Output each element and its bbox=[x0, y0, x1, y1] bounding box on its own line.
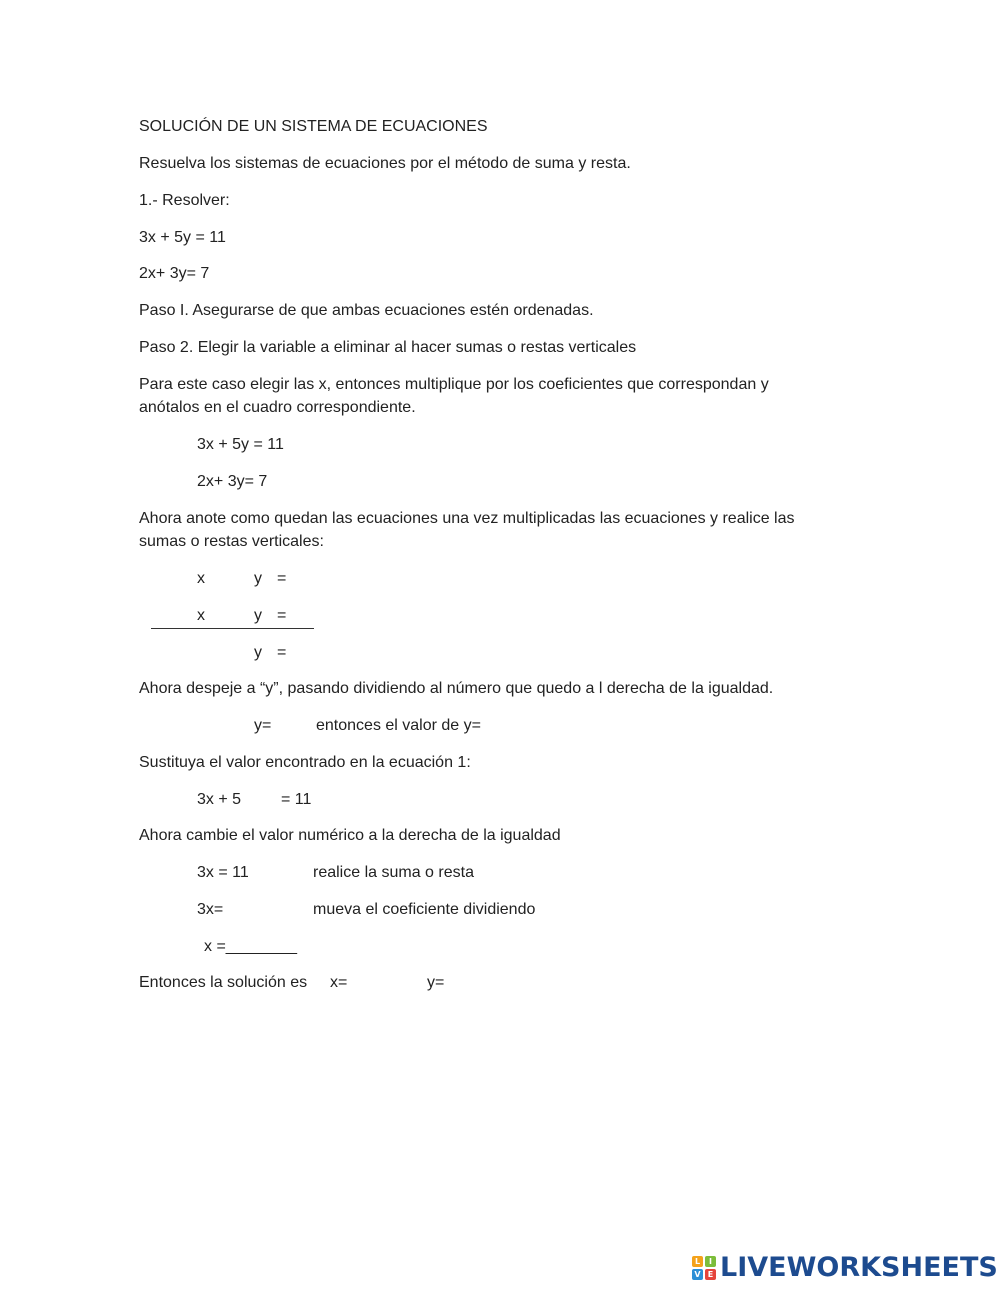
equation-1-indented: 3x + 5y = 11 bbox=[197, 436, 284, 453]
logo-wordmark: LIVEWORKSHEETS bbox=[720, 1252, 998, 1283]
row-1-x: x bbox=[197, 570, 205, 587]
row-2-equals: = bbox=[277, 607, 287, 624]
problem-label: 1.- Resolver: bbox=[139, 192, 230, 209]
y-equation: y= bbox=[254, 717, 272, 734]
row-1-equals: = bbox=[277, 570, 287, 587]
y-value-text: entonces el valor de y= bbox=[316, 717, 481, 734]
liveworksheets-logo bbox=[692, 1252, 998, 1284]
solution-y: y= bbox=[427, 974, 445, 991]
paragraph-2-line-1: Ahora anote como quedan las ecuaciones una vez multiplicadas las ecuaciones y realice las bbox=[139, 510, 795, 527]
logo-tile-l: L bbox=[692, 1256, 703, 1267]
paragraph-1-line-1: Para este caso elegir las x, entonces multiplique por los coeficientes que correspondan y bbox=[139, 376, 769, 393]
substitute-text: Sustituya el valor encontrado en la ecuación 1: bbox=[139, 754, 471, 771]
row-1-y: y bbox=[254, 570, 262, 587]
step-a-text: realice la suma o resta bbox=[313, 864, 474, 881]
solution-x: x= bbox=[330, 974, 348, 991]
row-2-x: x bbox=[197, 607, 205, 624]
logo-tile-e: E bbox=[705, 1269, 716, 1280]
row-2-y: y bbox=[254, 607, 262, 624]
substituted-equation-right: = 11 bbox=[281, 791, 312, 808]
paragraph-4: Ahora cambie el valor numérico a la derecha de la igualdad bbox=[139, 827, 561, 844]
sum-divider-line bbox=[151, 628, 314, 629]
step-1-text: Paso I. Asegurarse de que ambas ecuaciones estén ordenadas. bbox=[139, 302, 594, 319]
solution-label: Entonces la solución es bbox=[139, 974, 308, 991]
step-b-equation: 3x= bbox=[197, 901, 224, 918]
instruction-text: Resuelva los sistemas de ecuaciones por el método de suma y resta. bbox=[139, 155, 631, 172]
equation-2-indented: 2x+ 3y= 7 bbox=[197, 473, 268, 490]
row-3-y: y bbox=[254, 644, 262, 661]
equation-2: 2x+ 3y= 7 bbox=[139, 265, 210, 282]
step-b-text: mueva el coeficiente dividiendo bbox=[313, 901, 536, 918]
paragraph-2-line-2: sumas o restas verticales: bbox=[139, 533, 324, 550]
paragraph-1-line-2: anótalos en el cuadro correspondiente. bbox=[139, 399, 416, 416]
step-2-text: Paso 2. Elegir la variable a eliminar al hacer sumas o restas verticales bbox=[139, 339, 637, 356]
worksheet-title: SOLUCIÓN DE UN SISTEMA DE ECUACIONES bbox=[139, 118, 488, 135]
logo-tiles-icon bbox=[692, 1256, 716, 1280]
x-equation-blank: x =________ bbox=[204, 938, 297, 955]
paragraph-3: Ahora despeje a “y”, pasando dividiendo al número que quedo a l derecha de la igualdad. bbox=[139, 680, 774, 697]
step-a-equation: 3x = 11 bbox=[197, 864, 249, 881]
row-3-equals: = bbox=[277, 644, 287, 661]
logo-tile-v: V bbox=[692, 1269, 703, 1280]
equation-1: 3x + 5y = 11 bbox=[139, 229, 226, 246]
logo-tile-i: I bbox=[705, 1256, 716, 1267]
substituted-equation-left: 3x + 5 bbox=[197, 791, 242, 808]
